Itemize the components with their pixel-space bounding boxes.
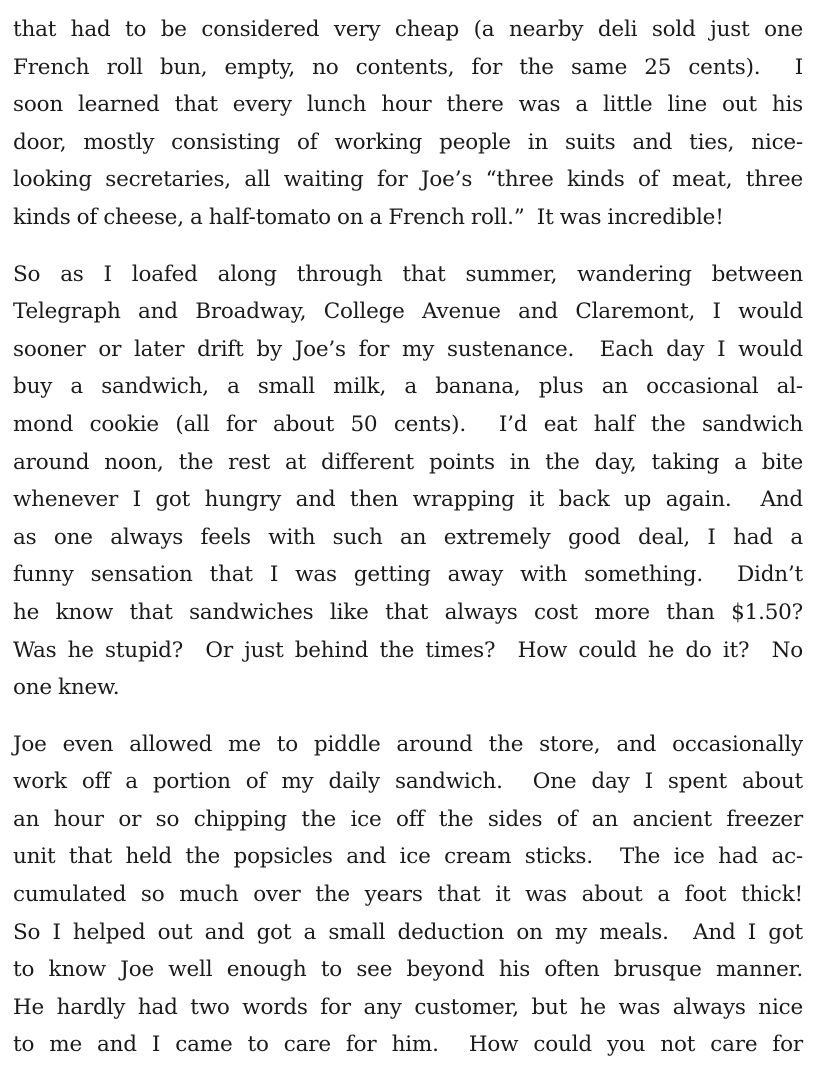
text-line: He hardly had two words for any customer, but he was always nice <box>13 994 803 1020</box>
text-line: buy a sandwich, a small milk, a banana, plus an occasional al- <box>13 374 803 400</box>
text-line: mond cookie (all for about 50 cents). I’d eat half the sandwich <box>13 411 803 437</box>
paragraph-2 <box>13 256 803 707</box>
text-line: whenever I got hungry and then wrapping it back up again. And <box>13 487 803 513</box>
text-line: unit that held the popsicles and ice cream sticks. The ice had ac- <box>13 844 803 870</box>
text-line: looking secretaries, all waiting for Joe’s “three kinds of meat, three <box>13 167 803 193</box>
text-line: to me and I came to care for him. How could you not care for <box>13 1032 803 1058</box>
text-line: Telegraph and Broadway, College Avenue and Claremont, I would <box>13 299 803 325</box>
paragraph-spacer <box>13 237 803 256</box>
text-line: one knew. <box>13 675 120 701</box>
text-line: So as I loafed along through that summer, wandering between <box>13 261 803 287</box>
paragraph-spacer <box>13 707 803 726</box>
text-line: cumulated so much over the years that it was about a foot thick! <box>13 882 803 908</box>
text-line: Was he stupid? Or just behind the times? How could he do it? No <box>13 637 803 663</box>
text-line: work off a portion of my daily sandwich. One day I spent about <box>13 769 803 795</box>
text-line: to know Joe well enough to see beyond his often brusque manner. <box>13 957 803 983</box>
text-line: kinds of cheese, a half-tomato on a French roll.” It was incredible! <box>13 204 724 230</box>
text-line: door, mostly consisting of working people in suits and ties, nice- <box>13 129 803 155</box>
text-line: around noon, the rest at different points in the day, taking a bite <box>13 449 803 475</box>
paragraph-3 <box>13 726 803 1064</box>
paragraph-1 <box>13 11 803 237</box>
text-line: sooner or later drift by Joe’s for my sustenance. Each day I would <box>13 336 803 362</box>
text-line: an hour or so chipping the ice off the sides of an ancient freezer <box>13 806 803 832</box>
text-line: So I helped out and got a small deduction on my meals. And I got <box>13 919 803 945</box>
text-line: French roll bun, empty, no contents, for the same 25 cents). I <box>13 54 803 80</box>
text-line: he know that sandwiches like that always cost more than $1.50? <box>13 599 803 625</box>
text-line: Joe even allowed me to piddle around the store, and occasionally <box>13 731 803 757</box>
document-page <box>13 11 803 1064</box>
text-line: as one always feels with such an extremely good deal, I had a <box>13 524 803 550</box>
text-line: soon learned that every lunch hour there was a little line out his <box>13 92 803 118</box>
text-line: that had to be considered very cheap (a nearby deli sold just one <box>13 17 803 42</box>
text-line: funny sensation that I was getting away with something. Didn’t <box>13 562 803 588</box>
